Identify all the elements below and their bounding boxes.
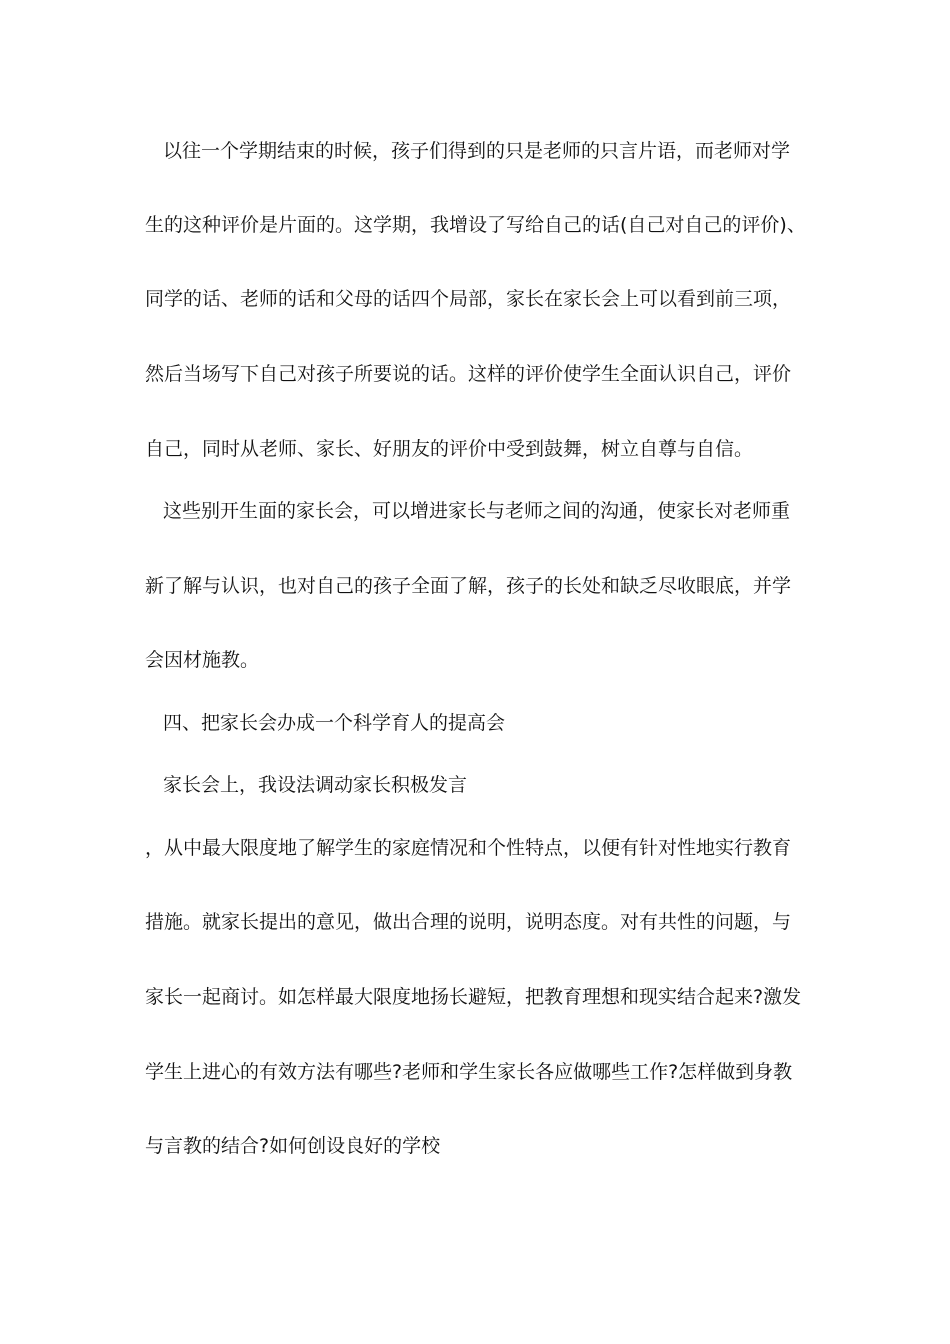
section-heading: 四、把家长会办成一个科学育人的提高会 [163,712,506,734]
paragraph-line-7: 新了解与认识，也对自己的孩子全面了解，孩子的长处和缺乏尽收眼底，并学 [145,575,792,597]
paragraph-line-6: 这些别开生面的家长会，可以增进家长与老师之间的沟通，使家长对老师重 [163,500,791,522]
paragraph-line-10: 家长会上，我设法调动家长积极发言 [163,774,468,796]
paragraph-line-4: 然后当场写下自己对孩子所要说的话。这样的评价使学生全面认识自己，评价 [145,363,792,385]
paragraph-line-8: 会因材施教。 [145,649,260,671]
paragraph-line-5: 自己，同时从老师、家长、好朋友的评价中受到鼓舞，树立自尊与自信。 [145,438,754,460]
paragraph-line-13: 家长一起商讨。如怎样最大限度地扬长避短，把教育理想和现实结合起来?激发 [145,986,802,1008]
paragraph-line-2: 生的这种评价是片面的。这学期，我增设了写给自己的话(自己对自己的评价)、 [145,214,806,236]
paragraph-line-11: ，从中最大限度地了解学生的家庭情况和个性特点，以便有针对性地实行教育 [145,837,792,859]
paragraph-line-1: 以往一个学期结束的时候，孩子们得到的只是老师的只言片语，而老师对学 [163,140,791,162]
paragraph-line-15: 与言教的结合?如何创设良好的学校 [145,1135,441,1157]
paragraph-line-12: 措施。就家长提出的意见，做出合理的说明，说明态度。对有共性的问题，与 [145,911,792,933]
paragraph-line-14: 学生上进心的有效方法有哪些?老师和学生家长各应做哪些工作?怎样做到身教 [145,1061,793,1083]
paragraph-line-3: 同学的话、老师的话和父母的话四个局部，家长在家长会上可以看到前三项， [145,288,792,310]
